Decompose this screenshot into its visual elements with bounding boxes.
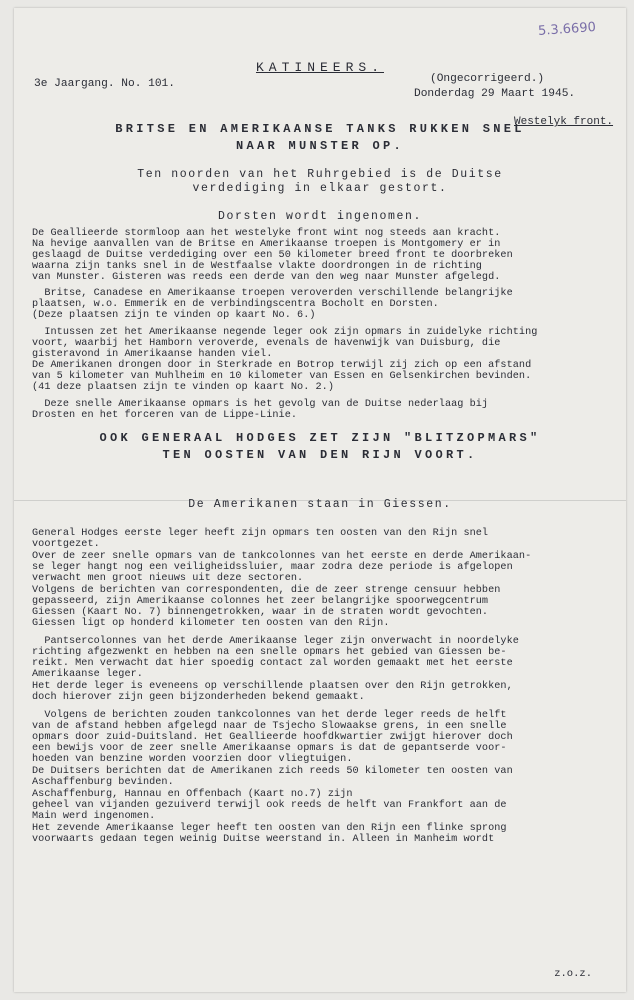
article-line: Amerikaanse leger. [32,669,143,680]
article-line: gisteravond in Amerikaanse handen viel. [32,349,273,360]
subheadline-3: De Amerikanen staan in Giessen. [188,498,452,511]
article-line: Aschaffenburg, Hannau en Offenbach (Kaart no.7) zijn [32,789,353,800]
article-line: De Amerikanen drongen door in Sterkrade en Botrop terwijl zij zich op een afstand [32,360,532,371]
article-line: Volgens de berichten van correspondenten, die de zeer strenge censuur hebben [32,585,501,596]
article-line: opmars door zuid-Duitsland. Het Geallieerde hoofdkwartier zwijgt hierover doch [32,732,513,743]
article-line: verwacht men groot nieuws uit deze sectoren. [32,573,304,584]
headline-2-line-2: TEN OOSTEN VAN DEN RIJN VOORT. [162,448,478,462]
article-line: (41 deze plaatsen zijn te vinden op kaart No. 2.) [32,382,335,393]
article-line: Pantsercolonnes van het derde Amerikaanse leger zijn onverwacht in noordelyke [32,636,519,647]
headline-1-line-1: BRITSE EN AMERIKAANSE TANKS RUKKEN SNEL [115,122,525,136]
article-line: Drosten en het forceren van de Lippe-Linie. [32,410,298,421]
uncorrected-note: (Ongecorrigeerd.) [430,73,545,85]
article-line: voortgezet. [32,539,100,550]
article-line: De Duitsers berichten dat de Amerikanen zich reeds 50 kilometer ten oosten van [32,766,513,777]
article-line: doch hierover zijn geen bijzonderheden bekend gemaakt. [32,692,365,703]
article-line: Het zevende Amerikaanse leger heeft ten oosten van den Rijn een flinke sprong [32,823,507,834]
article-line: Over de zeer snelle opmars van de tankcolonnes van het eerste en derde Amerikaan- [32,551,532,562]
headline-2-line-1: OOK GENERAAL HODGES ZET ZIJN "BLITZOPMARS" [99,431,541,445]
article-line: geslaagd de Duitse verdediging over een 50 kilometer breed front te doorbreken [32,250,513,261]
article-line: van Munster. Gisteren was reeds een derde van den weg naar Munster afgelegd. [32,272,501,283]
article-line: voorwaarts gedaan tegen weinig Duitse weerstand in. Alleen in Manheim wordt [32,834,495,845]
article-line: waarna zijn tanks snel in de Westfaalse vlakte doordrongen in de richting [32,261,482,272]
headline-1-line-2: NAAR MUNSTER OP. [235,139,405,153]
article-line: hoeden van benzine worden voorzien door vliegtuigen. [32,754,353,765]
front-label: Westelyk front. [514,116,614,128]
newspaper-sheet [14,8,626,992]
article-line: van de afstand hebben afgelegd naar de Tsjecho Slowaakse grens, in een snelle [32,721,507,732]
article-line: (Deze plaatsen zijn te vinden op kaart No. 6.) [32,310,316,321]
article-line: geheel van vijanden gezuiverd terwijl ook reeds de helft van Frankfort aan de [32,800,507,811]
archive-number: 5.3.6690 [537,19,597,40]
article-line: Britse, Canadese en Amerikaanse troepen veroverden verschillende belangrijke [32,288,513,299]
article-line: van 5 kilometer van Muhlheim en 10 kilometer van Essen en Gelsenkirchen bevinden. [32,371,532,382]
article-line: Intussen zet het Amerikaanse negende leger ook zijn opmars in zuidelyke richting [32,327,538,338]
article-line: een bewijs voor de zeer snelle Amerikaanse opmars is dat de gepantserde voor- [32,743,507,754]
issue-number: 3e Jaargang. No. 101. [34,78,175,90]
article-line: Na hevige aanvallen van de Britse en Amerikaanse troepen is Montgomery er in [32,239,501,250]
article-line: General Hodges eerste leger heeft zijn opmars ten oosten van den Rijn snel [32,528,489,539]
article-line: Het derde leger is eveneens op verschillende plaatsen over den Rijn getrokken, [32,681,513,692]
article-line: richting afgezwenkt en hebben na een snelle opmars het gebied van Giessen be- [32,647,507,658]
article-line: Deze snelle Amerikaanse opmars is het gevolg van de Duitse nederlaag bij [32,399,489,410]
article-line: Aschaffenburg bevinden. [32,777,174,788]
subheadline-1-line-2: verdediging in elkaar gestort. [192,182,448,195]
article-line: plaatsen, w.o. Emmerik en de verbindingscentra Bocholt en Dorsten. [32,299,439,310]
article-line: Volgens de berichten zouden tankcolonnes van het derde leger reeds de helft [32,710,507,721]
article-line: se leger hangt nog een veiligheidssluier, maar zodra deze periode is afgelopen [32,562,513,573]
page-marker: z.o.z. [554,968,592,980]
article-line: Main werd ingenomen. [32,811,156,822]
article-line: gepasseerd, zijn Amerikaanse colonnes het zeer belangrijke spoorwegcentrum [32,596,489,607]
article-line: Giessen (Kaart No. 7) binnengetrokken, waar in de straten wordt gevochten. [32,607,489,618]
masthead-title: KATINEERS. [255,60,384,75]
article-line: De Geallieerde stormloop aan het westelyke front wint nog steeds aan kracht. [32,228,501,239]
issue-date: Donderdag 29 Maart 1945. [414,88,576,100]
article-line: voort, waarbij het Hamborn veroverde, evenals de havenwijk van Duisburg, die [32,338,501,349]
subheadline-2: Dorsten wordt ingenomen. [217,210,423,223]
article-line: reikt. Men verwacht dat hier spoedig contact zal worden gemaakt met het eerste [32,658,513,669]
article-line: Giessen ligt op honderd kilometer ten oosten van den Rijn. [32,618,390,629]
subheadline-1-line-1: Ten noorden van het Ruhrgebied is de Duitse [137,168,503,181]
